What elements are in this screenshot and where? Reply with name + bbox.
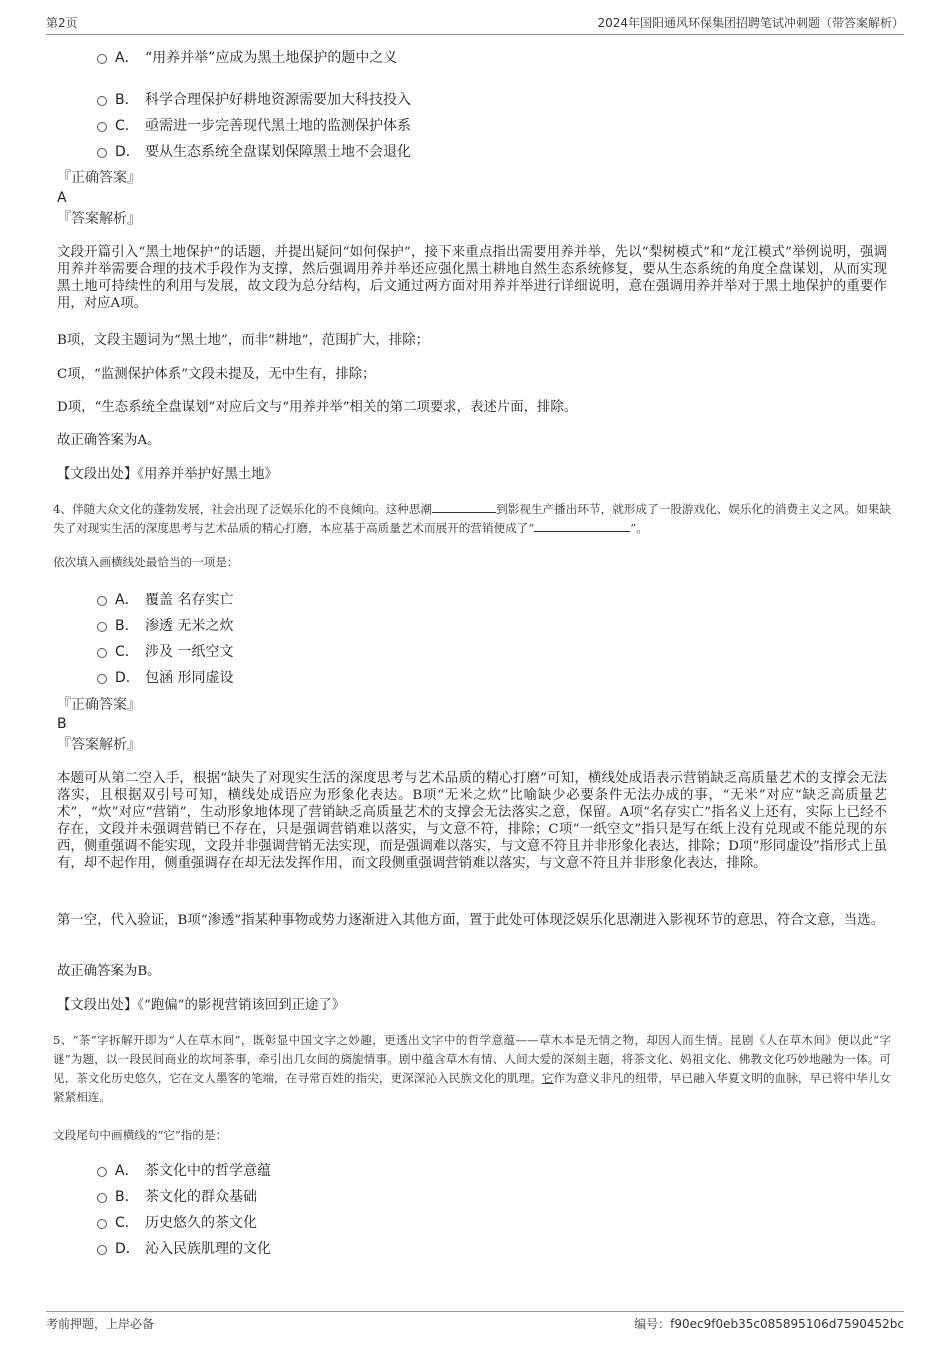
radio-icon[interactable]	[97, 54, 107, 64]
radio-icon[interactable]	[97, 1167, 107, 1177]
answer-label: 『正确答案』	[57, 697, 141, 713]
option-text: 覆盖 名存实亡	[145, 592, 234, 608]
stem-text: 5、“茶”字拆解开即为“人在草木间”，既彰显中国文字之妙趣，更透出文字中的哲学意蕴——草木本是无情之物，却因人而生情。昆剧《人在草木间》便以此“字谜”为题，以一段民间商业的坎坷茶事，牵引出几女间的旖旎情事。剧中蕴含草木有情、人间大爱的深刻主题，将茶文化、妈祖文化、佛教文化巧妙地融为一体。可见，茶文化历史悠久，它在文人墨客的笔端，在寻常百姓的指尖，更深深沁入民族文化的肌理。	[53, 1033, 891, 1085]
analysis-paragraph: 故正确答案为B。	[57, 964, 161, 979]
analysis-paragraph: 文段开篇引入“黑土地保护”的话题，并提出疑问“如何保护”，接下来重点指出需要用养并举，先以“梨树模式”和“龙江模式”举例说明，强调用养并举需要合理的技术手段作为支撑，然后强调用养并举还应强化黑土耕地自然生态系统修复，要从生态系统的角度全盘谋划，从而实现黑土地可持续性的利用与发展，故文段为总分结构，后文通过两方面对用养并举进行详细说明，意在强调用养并举对于黑土地保护的重要作用，对应A项。	[57, 245, 887, 311]
q4-option-a[interactable]	[57, 587, 234, 613]
q3-option-d[interactable]	[57, 139, 411, 165]
option-text: 茶文化的群众基础	[145, 1189, 257, 1205]
option-letter: C．	[115, 1215, 139, 1231]
page-number: 第2页	[46, 16, 78, 30]
question-stem	[53, 500, 891, 538]
source-citation: 【文段出处】《用养并举护好黑土地》	[57, 467, 278, 482]
underlined-word: 它	[541, 1071, 554, 1085]
analysis-paragraph: 第一空，代入验证，B项“渗透”指某种事物或势力逐渐进入其他方面，置于此处可体现泛娱乐化思潮进入影视环节的意思，符合文意，当选。	[57, 913, 884, 928]
q5-option-c[interactable]	[57, 1210, 257, 1236]
q5-option-d[interactable]	[57, 1236, 271, 1262]
option-text: 历史悠久的茶文化	[145, 1215, 257, 1231]
option-letter: A．	[115, 1163, 139, 1179]
analysis-paragraph: C项，“监测保护体系”文段未提及，无中生有，排除；	[57, 367, 376, 382]
option-letter: A．	[115, 50, 139, 66]
stem-text: 4、伴随大众文化的蓬勃发展，社会出现了泛娱乐化的不良倾向。这种思潮	[53, 502, 433, 516]
footer-slogan: 考前押题，上岸必备	[46, 1317, 155, 1331]
radio-icon[interactable]	[97, 1193, 107, 1203]
q4-option-c[interactable]	[57, 639, 234, 665]
fill-blank[interactable]	[534, 519, 630, 532]
code-label: 编号：	[634, 1317, 671, 1331]
option-text: 亟需进一步完善现代黑土地的监测保护体系	[145, 118, 411, 134]
option-letter: B．	[115, 618, 139, 634]
analysis-label: 『答案解析』	[57, 737, 141, 753]
option-text: 渗透 无米之炊	[145, 618, 234, 634]
option-text: “用养并举”应成为黑土地保护的题中之义	[145, 50, 398, 66]
q3-option-a[interactable]	[57, 45, 398, 71]
analysis-label: 『答案解析』	[57, 211, 141, 227]
option-text: 要从生态系统全盘谋划保障黑土地不会退化	[145, 144, 411, 160]
question-stem	[53, 1031, 891, 1107]
option-letter: D．	[115, 1241, 140, 1257]
analysis-paragraph: B项，文段主题词为“黑土地”，而非“耕地”，范围扩大，排除；	[57, 333, 429, 348]
option-text: 涉及 一纸空文	[145, 644, 234, 660]
q4-option-d[interactable]	[57, 665, 234, 691]
option-letter: C．	[115, 644, 139, 660]
source-citation: 【文段出处】《“跑偏”的影视营销该回到正途了》	[57, 998, 346, 1013]
option-letter: A．	[115, 592, 139, 608]
q5-option-a[interactable]	[57, 1158, 271, 1184]
analysis-paragraph: D项，“生态系统全盘谋划”对应后文与“用养并举”相关的第二项要求，表述片面，排除。	[57, 400, 578, 415]
answer-value: A	[57, 190, 67, 206]
code-value: f90ec9f0eb35c085895106d7590452bc	[670, 1317, 904, 1331]
page-header	[46, 12, 904, 35]
analysis-paragraph: 本题可从第二空入手，根据“缺失了对现实生活的深度思考与艺术品质的精心打磨”可知，横线处成语表示营销缺乏高质量艺术的支撑会无法落实，且根据双引号可知，横线处成语应为形象化表达。B项“无米之炊”比喻缺少必要条件无法办成的事，“无米”对应“缺乏高质量艺术”，“炊”对应“营销”，生动形象地体现了营销缺乏高质量艺术的支撑会无法落实之意，保留。A项“名存实亡”指名义上还有，实际上已经不存在，文段并未强调营销已不存在，只是强调营销难以落实，与文意不符，排除；C项“一纸空文”指只是写在纸上没有兑现或不能兑现的东西，侧重强调不能实现，文段并非强调营销无法实现，而是强调难以落实，与文意不符且并非形象化表达，排除；D项“形同虚设”指形式上虽有，却不起作用，侧重强调存在却无法发挥作用，而文段侧重强调营销难以落实，与文意不符且并非形象化表达，排除。	[57, 771, 887, 871]
fill-blank[interactable]	[432, 500, 496, 513]
q4-option-b[interactable]	[57, 613, 234, 639]
option-text: 茶文化中的哲学意蕴	[145, 1163, 271, 1179]
question-prompt: 依次填入画横线处最恰当的一项是：	[53, 555, 239, 569]
radio-icon[interactable]	[97, 96, 107, 106]
radio-icon[interactable]	[97, 1245, 107, 1255]
stem-text: ”。	[630, 521, 648, 535]
radio-icon[interactable]	[97, 148, 107, 158]
option-letter: B．	[115, 1189, 139, 1205]
option-letter: B．	[115, 92, 139, 108]
q5-option-b[interactable]	[57, 1184, 257, 1210]
option-text: 科学合理保护好耕地资源需要加大科技投入	[145, 92, 411, 108]
q3-option-b[interactable]	[57, 87, 411, 113]
radio-icon[interactable]	[97, 596, 107, 606]
answer-value: B	[57, 716, 67, 732]
radio-icon[interactable]	[97, 648, 107, 658]
document-title: 2024年国阳通风环保集团招聘笔试冲刺题（带答案解析）	[597, 16, 904, 30]
radio-icon[interactable]	[97, 622, 107, 632]
analysis-paragraph: 故正确答案为A。	[57, 433, 161, 448]
radio-icon[interactable]	[97, 674, 107, 684]
q3-option-c[interactable]	[57, 113, 411, 139]
stem-text: 作为意义非凡的纽带，早已融入华夏文明的血脉，早已将中华儿女紧紧相连。	[53, 1071, 891, 1104]
document-code	[634, 1315, 904, 1332]
option-text: 包涵 形同虚设	[145, 670, 234, 686]
page-footer	[46, 1311, 904, 1336]
option-text: 沁入民族肌理的文化	[145, 1241, 271, 1257]
answer-label: 『正确答案』	[57, 170, 141, 186]
option-letter: C．	[115, 118, 139, 134]
question-prompt: 文段尾句中画横线的“它”指的是：	[53, 1128, 228, 1142]
radio-icon[interactable]	[97, 1219, 107, 1229]
radio-icon[interactable]	[97, 122, 107, 132]
option-letter: D．	[115, 144, 140, 160]
stem-text: 到影视生产播出环节，就形成了一股游戏化、娱乐化的消费主义之风。如果缺失了对现实生活的深度思考与艺术品质的精心打磨，本应基于高质量艺术而展开的营销便成了“	[53, 502, 891, 535]
option-letter: D．	[115, 670, 140, 686]
